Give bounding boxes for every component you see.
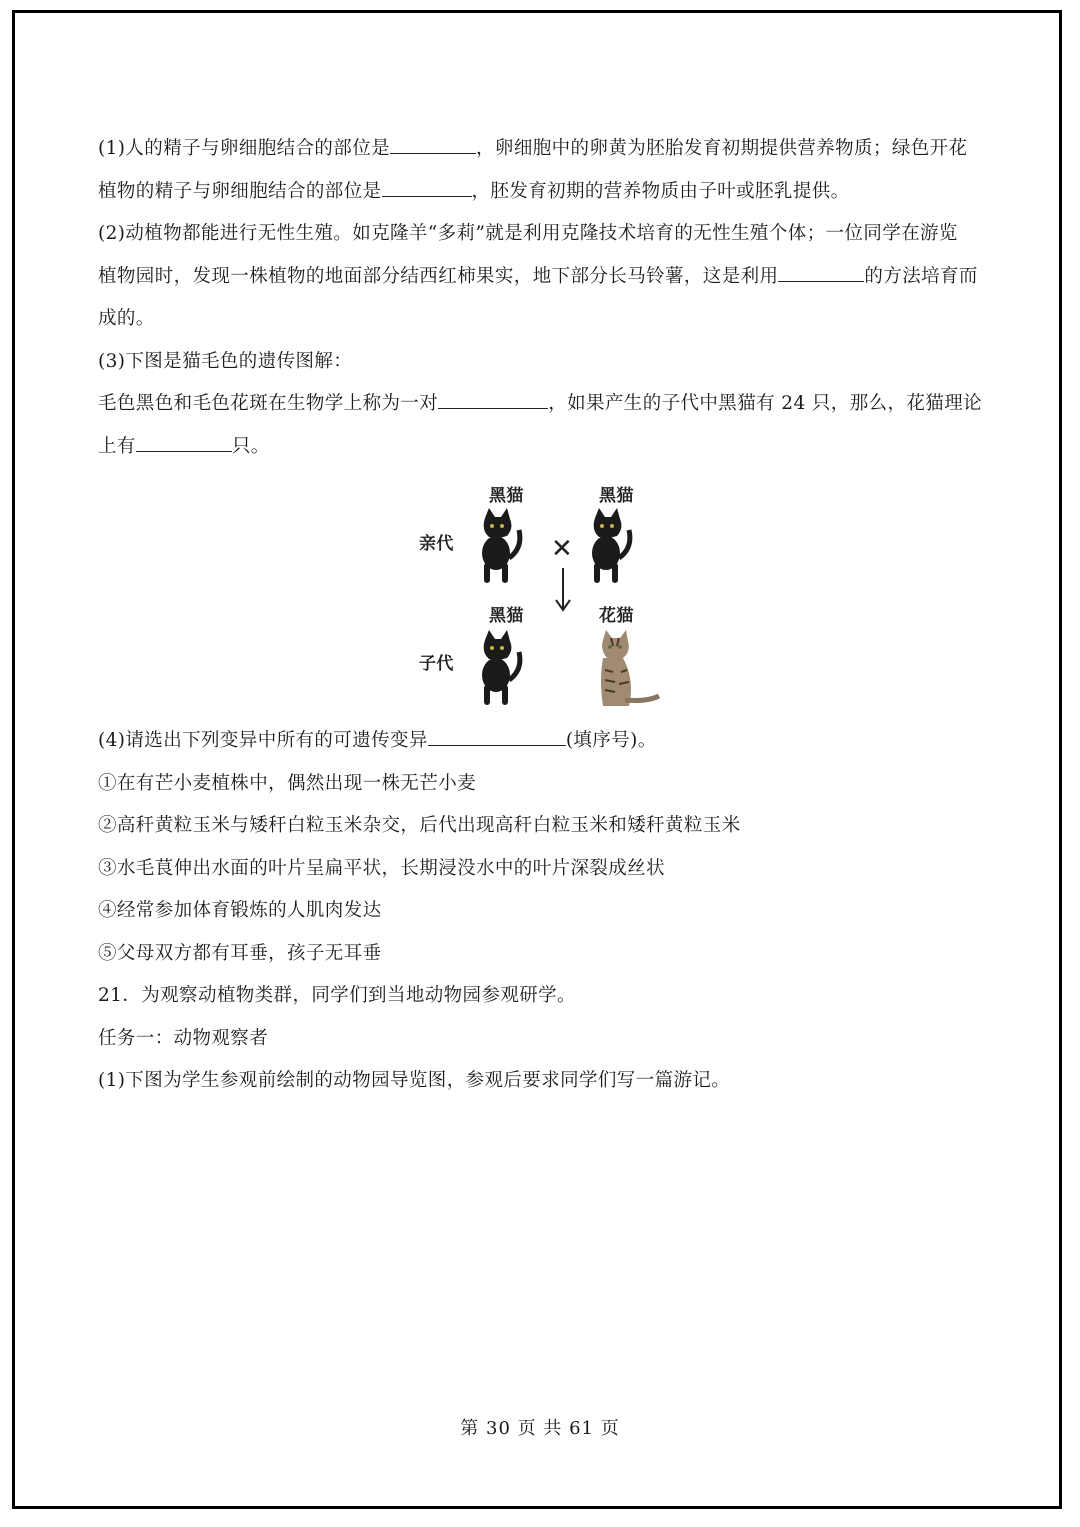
q2-line-2: 植物园时，发现一株植物的地面部分结西红柿果实，地下部分长马铃薯，这是利用 的方法培育而 [98,256,983,299]
q4-option-1: ①在有芒小麦植株中，偶然出现一株无芒小麦 [98,772,477,794]
label-child-right-tabby-cat: 花猫 [599,606,634,626]
q1-line-1: (1)人的精子与卵细胞结合的部位是 ，卵细胞中的卵黄为胚胎发育初期提供营养物质；绿色开花 [98,128,983,171]
q4-option-4: ④经常参加体育锻炼的人肌肉发达 [98,900,382,921]
label-parent-left-black-cat: 黑猫 [489,486,524,506]
q4-option-2: ②高秆黄粒玉米与矮秆白粒玉米杂交，后代出现高秆白粒玉米和矮秆黄粒玉米 [98,815,741,836]
label-child-left-black-cat: 黑猫 [489,606,524,626]
black-cat-icon [579,508,635,588]
black-cat-icon [469,630,525,710]
q2-line-3: 成的。 [98,308,155,329]
label-parent-right-black-cat: 黑猫 [599,486,634,506]
label-child-generation: 子代 [419,654,454,674]
cross-icon: ✕ [551,534,574,564]
q1-line-2: 植物的精子与卵细胞结合的部位是 ，胚发育初期的营养物质由子叶或胚乳提供。 [98,171,983,214]
q21-title: 21．为观察动植物类群，同学们到当地动物园参观研学。 [98,985,576,1006]
q4-line-1: (4)请选出下列变异中所有的可遗传变异 (填序号)。 [98,720,983,763]
cat-inheritance-figure [411,480,681,712]
answer-blank[interactable] [428,723,566,746]
answer-blank[interactable] [382,174,472,197]
tabby-cat-icon [591,630,663,710]
arrow-down-icon [553,568,573,612]
black-cat-icon [469,508,525,588]
q3-intro: (3)下图是猫毛色的遗传图解： [98,350,353,372]
page-number-footer: 第 30 页 共 61 页 [460,1418,620,1439]
answer-blank[interactable] [778,259,864,282]
q4-option-3: ③水毛茛伸出水面的叶片呈扁平状，长期浸没水中的叶片深裂成丝状 [98,857,666,879]
q4-option-5: ⑤父母双方都有耳垂，孩子无耳垂 [98,942,382,964]
answer-blank[interactable] [438,386,548,409]
answer-blank[interactable] [136,429,232,452]
label-parent-generation: 亲代 [419,534,454,554]
q3-line-2: 上有 只。 [98,426,983,469]
question-content [98,128,983,1103]
q2-line-1: (2)动植物都能进行无性生殖。如克隆羊“多莉”就是利用克隆技术培育的无性生殖个体；一位同学在游览 [98,223,958,244]
q3-line-1: 毛色黑色和毛色花斑在生物学上称为一对 ，如果产生的子代中黑猫有 24 只，那么，花猫理论 [98,383,983,426]
answer-blank[interactable] [390,131,476,154]
q21-paragraph-1: (1)下图为学生参观前绘制的动物园导览图，参观后要求同学们写一篇游记。 [98,1070,731,1091]
q21-task: 任务一：动物观察者 [98,1027,269,1049]
